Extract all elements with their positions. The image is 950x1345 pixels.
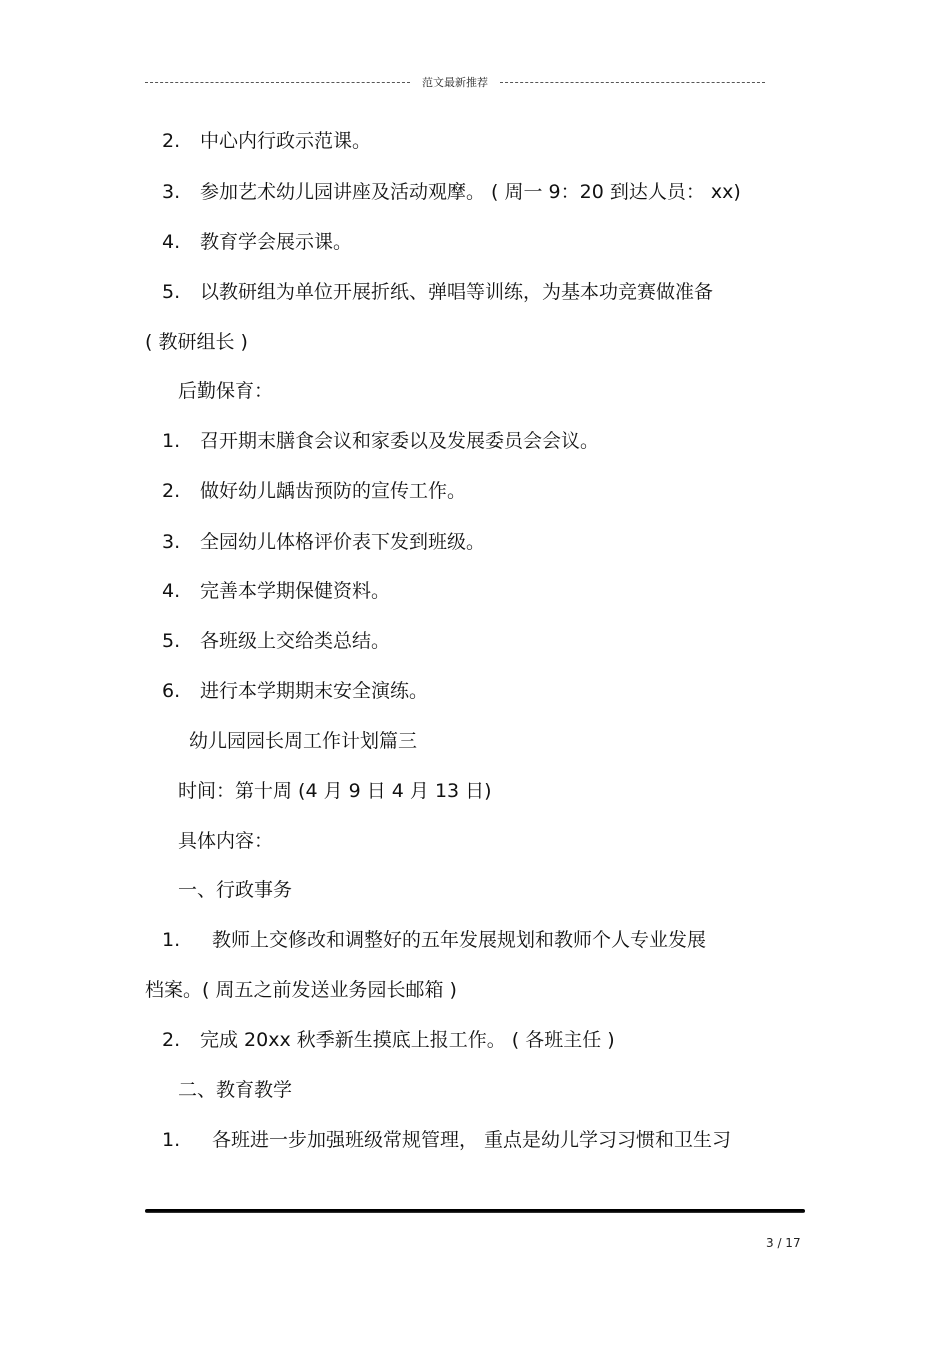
item-text: 各班进一步加强班级常规管理， 重点是幼儿学习习惯和卫生习	[212, 1129, 732, 1151]
item-number: 1.	[162, 430, 181, 452]
item-number: 1.	[162, 929, 181, 951]
list-item	[162, 628, 390, 654]
footer-rule	[145, 1209, 805, 1213]
list-item	[162, 678, 428, 704]
item-number: 5.	[162, 630, 181, 652]
item-number: 3.	[162, 181, 181, 203]
page-number: 3 / 17	[766, 1236, 801, 1250]
item-number: 3.	[162, 531, 181, 553]
item-text: 全园幼儿体格评价表下发到班级。	[200, 531, 486, 553]
list-item	[162, 128, 371, 154]
continuation-text: 档案。( 周五之前发送业务园长邮箱 )	[145, 979, 457, 1001]
item-text: 各班级上交给类总结。	[200, 630, 391, 652]
item-text: 完善本学期保健资料。	[200, 580, 391, 602]
continuation-text: ( 教研组长 )	[145, 331, 248, 353]
item-text: 以教研组为单位开展折纸、弹唱等训练，为基本功竞赛做准备	[200, 281, 714, 303]
list-item	[162, 927, 706, 953]
list-item	[162, 428, 599, 454]
item-text: 进行本学期期末安全演练。	[200, 680, 429, 702]
section-heading: 具体内容：	[178, 830, 274, 852]
list-item	[162, 478, 466, 504]
item-number: 2.	[162, 130, 181, 152]
item-number: 4.	[162, 231, 181, 253]
item-number: 5.	[162, 281, 181, 303]
list-item	[162, 578, 390, 604]
section-heading: 二、教育教学	[178, 1079, 293, 1101]
list-item	[162, 1027, 615, 1053]
header-dash-right	[500, 82, 765, 83]
section-heading: 后勤保育：	[178, 380, 274, 402]
item-text: 完成 20xx 秋季新生摸底上报工作。 ( 各班主任 )	[200, 1029, 615, 1051]
item-number: 1.	[162, 1129, 181, 1151]
item-text: 参加艺术幼儿园讲座及活动观摩。 ( 周一 9：20 到达人员： xx)	[200, 181, 741, 203]
item-text: 中心内行政示范课。	[200, 130, 372, 152]
item-number: 6.	[162, 680, 181, 702]
list-item	[162, 229, 352, 255]
list-item	[162, 529, 485, 555]
item-text: 教育学会展示课。	[200, 231, 353, 253]
item-text: 教师上交修改和调整好的五年发展规划和教师个人专业发展	[212, 929, 707, 951]
list-item	[162, 1127, 731, 1153]
list-item	[162, 179, 741, 205]
item-text: 做好幼儿龋齿预防的宣传工作。	[200, 480, 467, 502]
section-heading: 一、行政事务	[178, 879, 293, 901]
item-number: 2.	[162, 1029, 181, 1051]
time-line: 时间：第十周 (4 月 9 日 4 月 13 日)	[178, 780, 492, 802]
section-title: 幼儿园园长周工作计划篇三	[189, 730, 418, 752]
list-item	[162, 279, 713, 305]
item-number: 2.	[162, 480, 181, 502]
item-text: 召开期末膳食会议和家委以及发展委员会会议。	[200, 430, 600, 452]
header-title: 范文最新推荐	[422, 76, 488, 89]
page-header	[145, 72, 765, 92]
item-number: 4.	[162, 580, 181, 602]
header-dash-left	[145, 82, 410, 83]
